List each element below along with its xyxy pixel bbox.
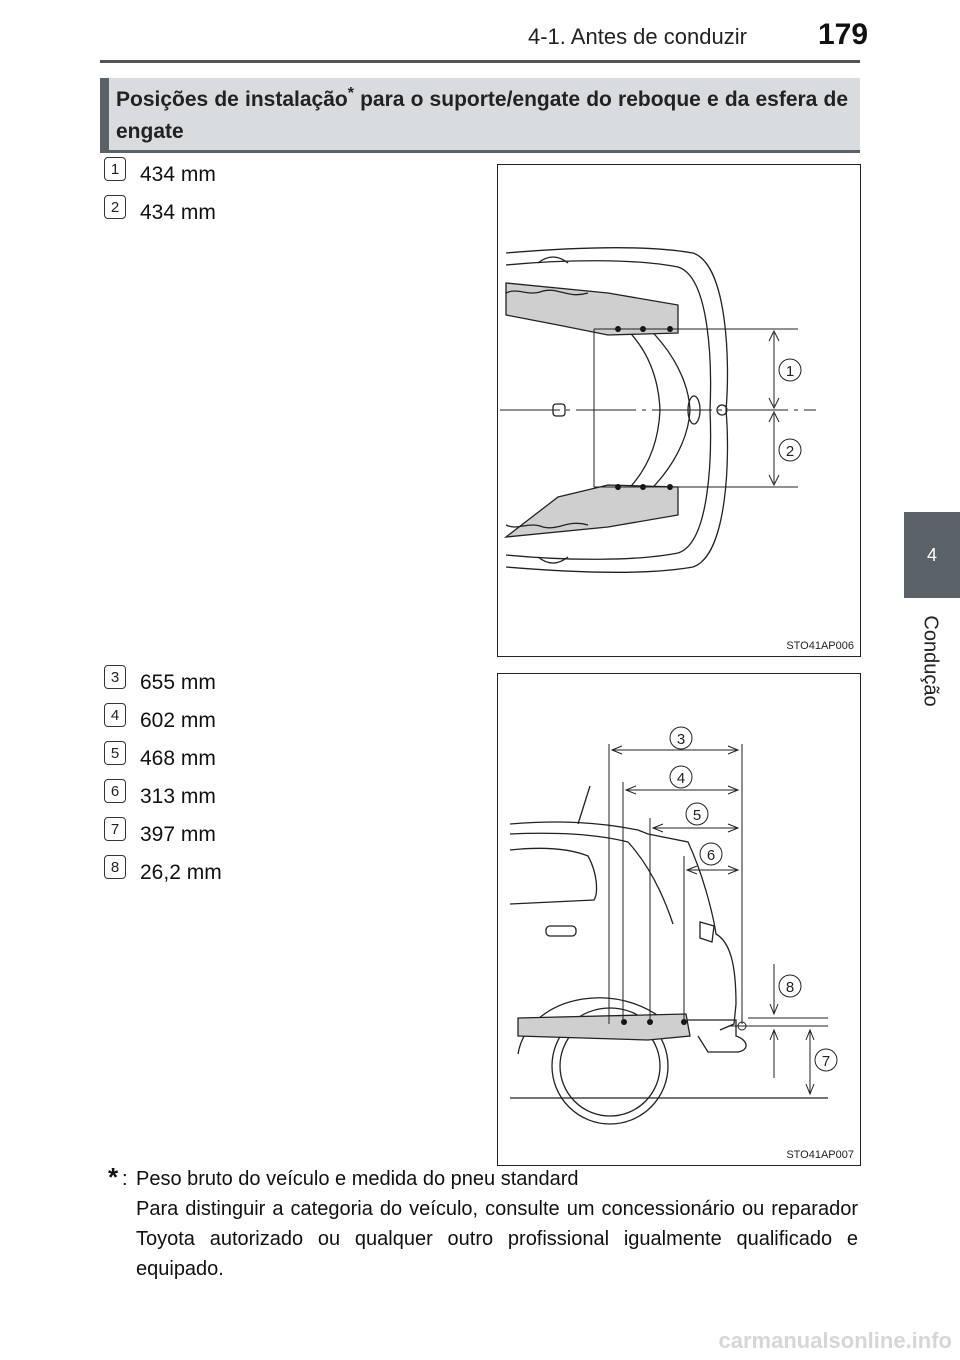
measurement-item [104,820,216,850]
side-view-diagram [498,674,859,1164]
callout-7: 7 [821,1053,831,1070]
measurement-badge: 2 [104,195,126,219]
measurement-badge: 4 [104,703,126,727]
section-title-asterisk: * [347,85,354,102]
callout-5: 5 [692,807,702,824]
footnote [108,1164,858,1284]
section-title-part2: para o suporte/engate do reboque e da esfera de engate [116,88,848,143]
section-title-part1: Posições de instalação [116,88,348,111]
measurement-badge: 1 [104,157,126,181]
measurement-value: 602 mm [140,709,216,732]
measurement-value: 655 mm [140,671,216,694]
footnote-first-line: Peso bruto do veículo e medida do pneu standard [136,1168,579,1190]
callout-1: 1 [785,363,795,380]
callout-8: 8 [785,979,795,996]
footnote-body: Para distinguir a categoria do veículo, consulte um concessionário ou reparador Toyota autorizado ou qualquer outro profissional igualmente qualificado e equipado. [136,1198,858,1280]
figure-underside-view [497,164,861,657]
figure-code: STO41AP006 [786,640,854,652]
measurement-value: 26,2 mm [140,861,222,884]
measurement-value: 313 mm [140,785,216,808]
measurement-item [104,198,216,228]
chapter-tab-label-text: Condução [919,615,942,707]
section-title-box [100,78,860,153]
measurement-item [104,858,222,888]
measurement-item [104,706,216,736]
measurement-value: 397 mm [140,823,216,846]
footnote-colon: : [122,1168,128,1190]
callout-3: 3 [676,731,686,748]
footnote-asterisk: * [108,1162,119,1192]
section-title [116,84,848,148]
underside-diagram [498,165,859,655]
measurement-value: 434 mm [140,163,216,186]
measurement-badge: 5 [104,741,126,765]
watermark: carmanualsonline.info [718,1328,952,1353]
measurement-item [104,744,216,774]
measurement-item [104,668,216,698]
chapter-tab-label [900,606,960,716]
chapter-tab[interactable]: 4 [904,512,960,598]
measurement-item [104,160,216,190]
header-rule [100,60,860,63]
measurement-badge: 6 [104,779,126,803]
chapter-heading: 4-1. Antes de conduzir [528,24,747,49]
callout-2: 2 [785,443,795,460]
measurement-value: 468 mm [140,747,216,770]
page-number: 179 [818,18,869,51]
callout-6: 6 [706,847,716,864]
callout-4: 4 [676,770,686,787]
measurement-value: 434 mm [140,201,216,224]
figure-side-view [497,673,861,1166]
measurement-item [104,782,216,812]
measurement-badge: 3 [104,665,126,689]
measurement-badge: 7 [104,817,126,841]
measurement-badge: 8 [104,855,126,879]
section-title-accent-bar [100,78,109,150]
figure-code: STO41AP007 [786,1149,854,1161]
